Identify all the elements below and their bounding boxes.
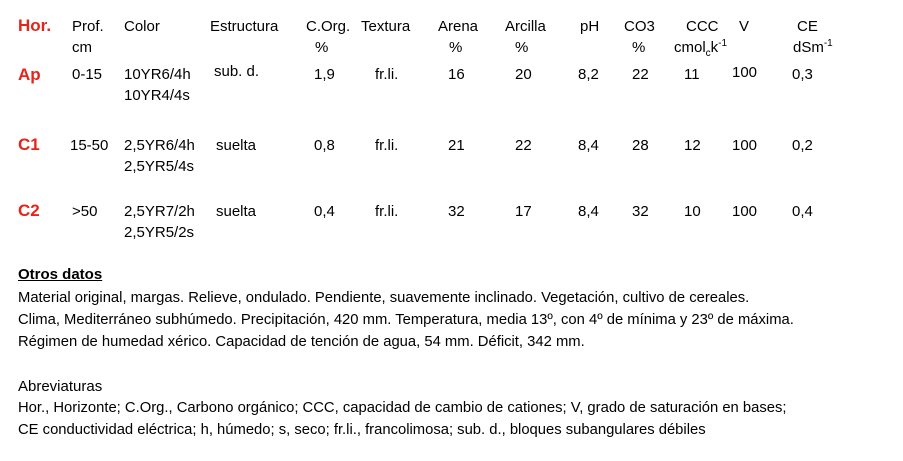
row-color2: 2,5YR5/2s [124,224,195,241]
ccc-unit-k: k [710,39,719,56]
row-ph: 8,4 [578,203,599,220]
row-v: 100 [732,203,758,220]
header-arena: Arena [438,18,479,35]
row-color2: 10YR4/4s [124,87,190,104]
row-arena: 32 [448,203,465,220]
row-corg: 0,4 [314,203,335,220]
row-ph: 8,2 [578,66,599,83]
header-estructura: Estructura [210,18,279,35]
row-color1: 2,5YR7/2h [124,203,195,220]
header-ph: pH [580,18,600,35]
row-textura: fr.li. [375,137,399,154]
header-arcilla: Arcilla [505,18,546,35]
header-hor: Hor. [18,16,52,35]
header-co3-unit: % [632,39,646,56]
row-arena: 21 [448,137,465,154]
header-ce-unit [793,39,833,57]
row-ccc: 11 [684,66,700,83]
otros-datos-title: Otros datos [18,266,103,283]
header-prof: Prof. [72,18,104,35]
abreviaturas-line: CE conductividad eléctrica; h, húmedo; s, seco; fr.li., francolimosa; sub. d., bloques subangulares débiles [18,422,706,438]
row-estructura: suelta [216,137,257,154]
ccc-unit-base: cmol [674,39,706,56]
row-textura: fr.li. [375,66,399,83]
row-color1: 10YR6/4h [124,66,191,83]
row-estructura: suelta [216,203,257,220]
row-co3: 28 [632,137,649,154]
ccc-unit-sub: c [705,48,711,59]
otros-datos-line: Régimen de humedad xérico. Capacidad de tención de agua, 54 mm. Déficit, 342 mm. [18,334,585,350]
header-color: Color [124,18,160,35]
header-corg-unit: % [315,39,329,56]
abreviaturas-title: Abreviaturas [18,378,103,395]
ccc-unit-sup: -1 [718,38,728,49]
row-prof: >50 [72,203,98,220]
row-hor: Ap [18,65,41,84]
row-arcilla: 22 [515,137,532,154]
header-arena-unit: % [449,39,463,56]
otros-datos-line: Material original, margas. Relieve, ondulado. Pendiente, suavemente inclinado. Vegetación, cultivo de cereales. [18,290,750,306]
row-textura: fr.li. [375,203,399,220]
row-prof: 0-15 [72,66,103,83]
row-v: 100 [732,64,758,81]
row-arcilla: 17 [515,203,532,220]
row-ce: 0,4 [792,203,813,220]
header-ccc-unit [674,39,727,57]
header-ccc: CCC [686,18,719,35]
otros-datos-line: Clima, Mediterráneo subhúmedo. Precipitación, 420 mm. Temperatura, media 13º, con 4º de mínima y 23º de máxima. [18,312,794,328]
header-ce: CE [797,18,818,35]
header-prof-unit: cm [72,39,92,56]
row-ccc: 12 [684,137,701,154]
row-arcilla: 20 [515,66,532,83]
row-ce: 0,3 [792,66,813,83]
row-corg: 0,8 [314,137,335,154]
header-textura: Textura [361,18,411,35]
ce-unit-sup: -1 [823,38,833,49]
row-co3: 32 [632,203,649,220]
row-ph: 8,4 [578,137,599,154]
header-v: V [739,18,750,35]
header-co3: CO3 [624,18,655,35]
row-color1: 2,5YR6/4h [124,137,195,154]
row-ce: 0,2 [792,137,813,154]
row-estructura: sub. d. [214,63,260,80]
row-ccc: 10 [684,203,701,220]
ce-unit-base: dSm [793,39,824,56]
row-corg: 1,9 [314,66,335,83]
row-prof: 15-50 [70,137,109,154]
row-color2: 2,5YR5/4s [124,158,195,175]
row-hor: C2 [18,201,40,220]
header-arcilla-unit: % [515,39,529,56]
abreviaturas-line: Hor., Horizonte; C.Org., Carbono orgánico; CCC, capacidad de cambio de cationes; V, grado de saturación en bases; [18,400,787,416]
header-corg: C.Org. [306,18,351,35]
row-v: 100 [732,137,758,154]
row-arena: 16 [448,66,465,83]
row-hor: C1 [18,135,40,154]
row-co3: 22 [632,66,649,83]
